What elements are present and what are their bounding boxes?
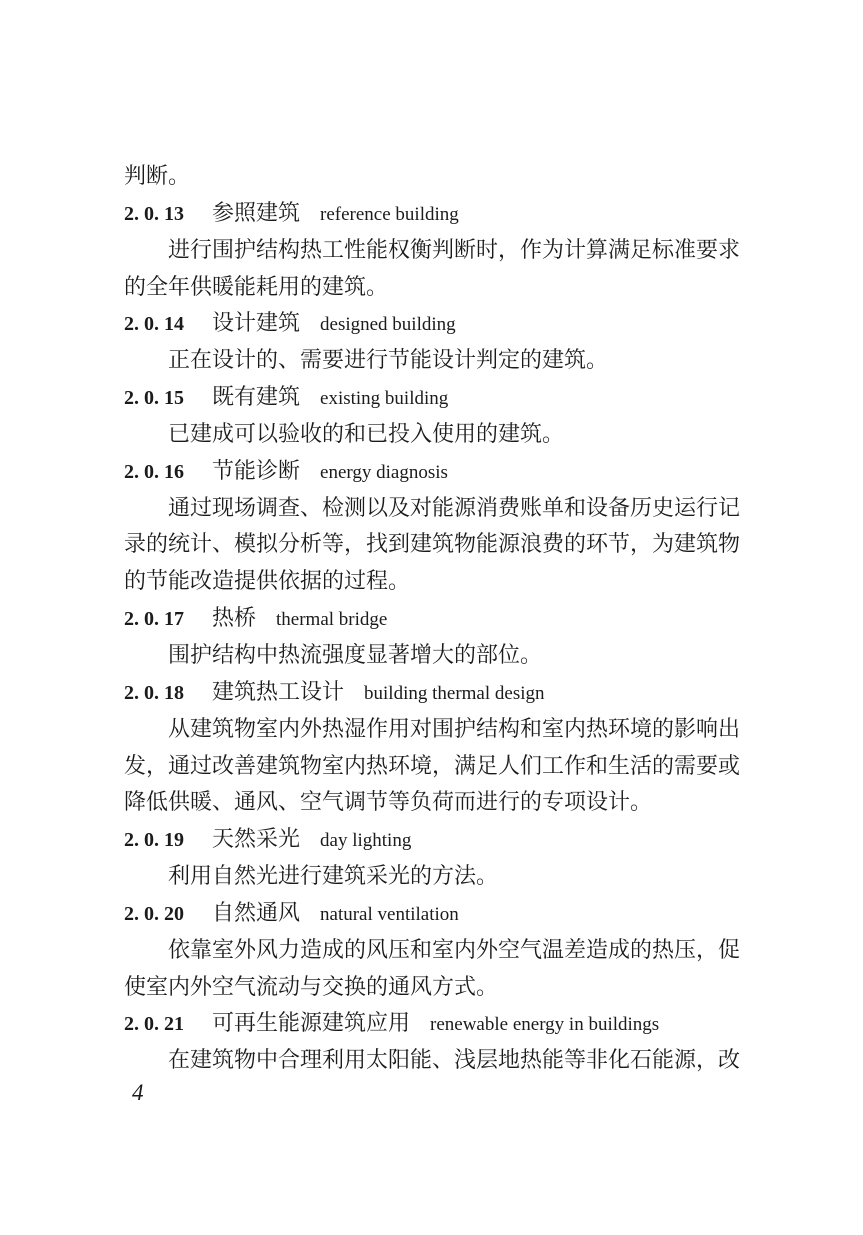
term-number: 2. 0. 14 bbox=[124, 313, 184, 336]
page-number: 4 bbox=[132, 1080, 144, 1105]
definition-line: 的全年供暖能耗用的建筑。 bbox=[124, 274, 389, 300]
definition-line: 发，通过改善建筑物室内热环境，满足人们工作和生活的需要或 bbox=[124, 753, 741, 779]
term-chinese: 节能诊断 bbox=[212, 458, 301, 484]
definition-line: 录的统计、模拟分析等，找到建筑物能源浪费的环节，为建筑物 bbox=[124, 532, 741, 558]
definition-line: 降低供暖、通风、空气调节等负荷而进行的专项设计。 bbox=[124, 790, 653, 816]
term-chinese: 设计建筑 bbox=[212, 311, 301, 337]
term-number: 2. 0. 18 bbox=[124, 681, 184, 704]
definition-line: 进行围护结构热工性能权衡判断时，作为计算满足标准要求 bbox=[168, 237, 741, 263]
term-heading-2-0-17 bbox=[124, 601, 746, 638]
term-heading-2-0-15 bbox=[124, 380, 746, 417]
term-english: building thermal design bbox=[364, 682, 545, 704]
term-heading-2-0-19 bbox=[124, 822, 746, 859]
document-page bbox=[124, 159, 746, 1080]
term-heading-2-0-14 bbox=[124, 306, 746, 343]
term-number: 2. 0. 17 bbox=[124, 608, 184, 631]
term-heading-2-0-21 bbox=[124, 1006, 746, 1043]
term-english: renewable energy in buildings bbox=[430, 1014, 660, 1036]
term-heading-2-0-20 bbox=[124, 896, 746, 933]
term-chinese: 既有建筑 bbox=[212, 385, 301, 411]
term-chinese: 可再生能源建筑应用 bbox=[212, 1011, 411, 1037]
term-number: 2. 0. 13 bbox=[124, 202, 184, 225]
term-chinese: 自然通风 bbox=[212, 900, 301, 926]
term-heading-2-0-18 bbox=[124, 675, 746, 712]
term-chinese: 热桥 bbox=[212, 606, 257, 632]
term-number: 2. 0. 20 bbox=[124, 902, 184, 925]
term-english: existing building bbox=[320, 388, 449, 410]
definition-line: 利用自然光进行建筑采光的方法。 bbox=[168, 864, 499, 890]
term-heading-2-0-16 bbox=[124, 454, 746, 491]
definition-line: 的节能改造提供依据的过程。 bbox=[124, 569, 411, 595]
term-english: designed building bbox=[320, 314, 456, 336]
term-number: 2. 0. 21 bbox=[124, 1013, 184, 1036]
definition-line: 依靠室外风力造成的风压和室内外空气温差造成的热压，促 bbox=[168, 937, 741, 963]
definition-line: 围护结构中热流强度显著增大的部位。 bbox=[168, 642, 543, 668]
definition-line: 使室内外空气流动与交换的通风方式。 bbox=[124, 974, 499, 1000]
continuation-text: 判断。 bbox=[124, 164, 191, 189]
definition-line: 通过现场调查、检测以及对能源消费账单和设备历史运行记 bbox=[168, 495, 741, 521]
term-english: day lighting bbox=[320, 830, 412, 852]
term-english: natural ventilation bbox=[320, 903, 459, 925]
term-chinese: 天然采光 bbox=[212, 827, 301, 853]
term-english: reference building bbox=[320, 203, 459, 225]
term-chinese: 参照建筑 bbox=[212, 200, 301, 226]
term-number: 2. 0. 15 bbox=[124, 387, 184, 410]
definition-line: 在建筑物中合理利用太阳能、浅层地热能等非化石能源，改 bbox=[168, 1048, 741, 1074]
definition-line: 从建筑物室内外热湿作用对围护结构和室内热环境的影响出 bbox=[168, 716, 741, 742]
term-english: energy diagnosis bbox=[320, 461, 448, 483]
term-english: thermal bridge bbox=[276, 609, 388, 631]
term-chinese: 建筑热工设计 bbox=[212, 679, 345, 705]
term-number: 2. 0. 19 bbox=[124, 829, 184, 852]
term-heading-2-0-13 bbox=[124, 196, 746, 233]
definition-line: 正在设计的、需要进行节能设计判定的建筑。 bbox=[168, 348, 609, 374]
term-number: 2. 0. 16 bbox=[124, 460, 184, 483]
definition-line: 已建成可以验收的和已投入使用的建筑。 bbox=[168, 421, 565, 447]
